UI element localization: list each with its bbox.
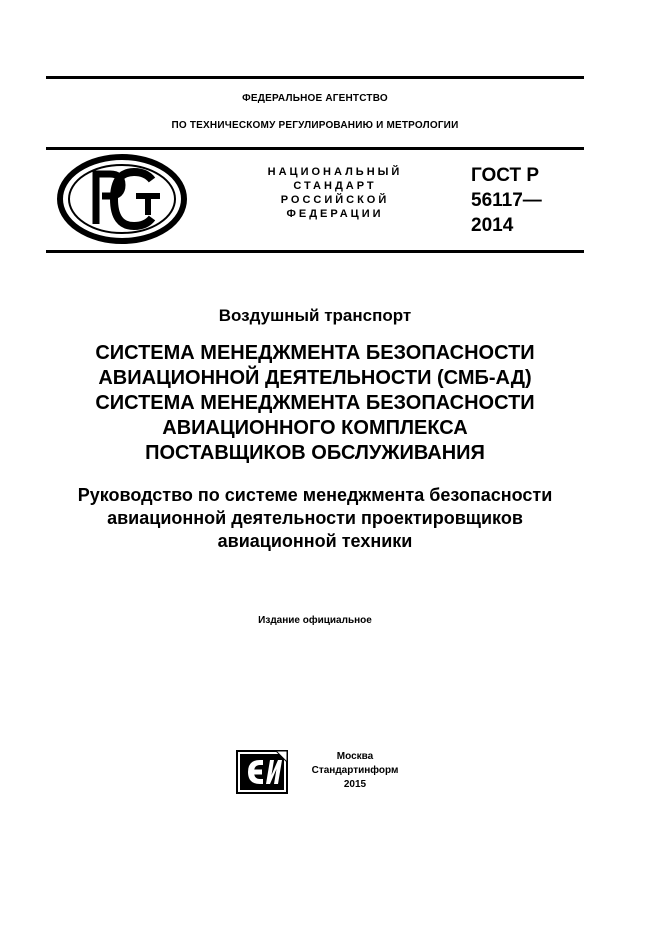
main-title-line: СИСТЕМА МЕНЕДЖМЕНТА БЕЗОПАСНОСТИ: [95, 392, 535, 414]
edition-label: Издание официальное: [258, 615, 372, 626]
subtitle-line: авиационной деятельности проектировщиков: [107, 508, 523, 528]
document-main-title: [30, 341, 600, 466]
subtitle-line: Руководство по системе менеджмента безопасности: [77, 485, 553, 505]
publisher-imprint: [300, 750, 410, 792]
rst-certification-mark-icon: [56, 154, 188, 244]
sector-title: Воздушный транспорт: [218, 306, 412, 325]
national-line: СТАНДАРТ: [293, 180, 377, 192]
national-line: НАЦИОНАЛЬНЫЙ: [267, 166, 403, 178]
main-title-line: АВИАЦИОННОЙ ДЕЯТЕЛЬНОСТИ (СМБ-АД): [98, 367, 532, 389]
publisher-city: Москва: [336, 751, 374, 762]
main-title-line: ПОСТАВЩИКОВ ОБСЛУЖИВАНИЯ: [145, 442, 485, 464]
standartinform-logo-icon: [236, 750, 288, 794]
publication-year: 2015: [343, 779, 367, 790]
document-subtitle: [30, 484, 600, 553]
agency-name-line2: ПО ТЕХНИЧЕСКОМУ РЕГУЛИРОВАНИЮ И МЕТРОЛОГИИ: [171, 120, 459, 131]
national-line: ФЕДЕРАЦИИ: [286, 208, 384, 220]
standard-code-line: ГОСТ Р: [471, 165, 540, 186]
publisher-name: Стандартинформ: [311, 765, 399, 776]
national-standard-label: [250, 165, 420, 221]
subtitle-line: авиационной техники: [217, 531, 413, 551]
main-title-line: АВИАЦИОННОГО КОМПЛЕКСА: [162, 417, 468, 439]
national-line: РОССИЙСКОЙ: [280, 194, 390, 206]
top-rule: [46, 76, 584, 79]
header-bottom-rule: [46, 250, 584, 253]
main-title-line: СИСТЕМА МЕНЕДЖМЕНТА БЕЗОПАСНОСТИ: [95, 342, 535, 364]
agency-name-line1: ФЕДЕРАЛЬНОЕ АГЕНТСТВО: [242, 93, 388, 104]
standard-code-line: 56117—: [471, 190, 542, 211]
header-rule: [46, 147, 584, 150]
standard-code: [471, 163, 542, 238]
standard-code-line: 2014: [471, 215, 514, 236]
